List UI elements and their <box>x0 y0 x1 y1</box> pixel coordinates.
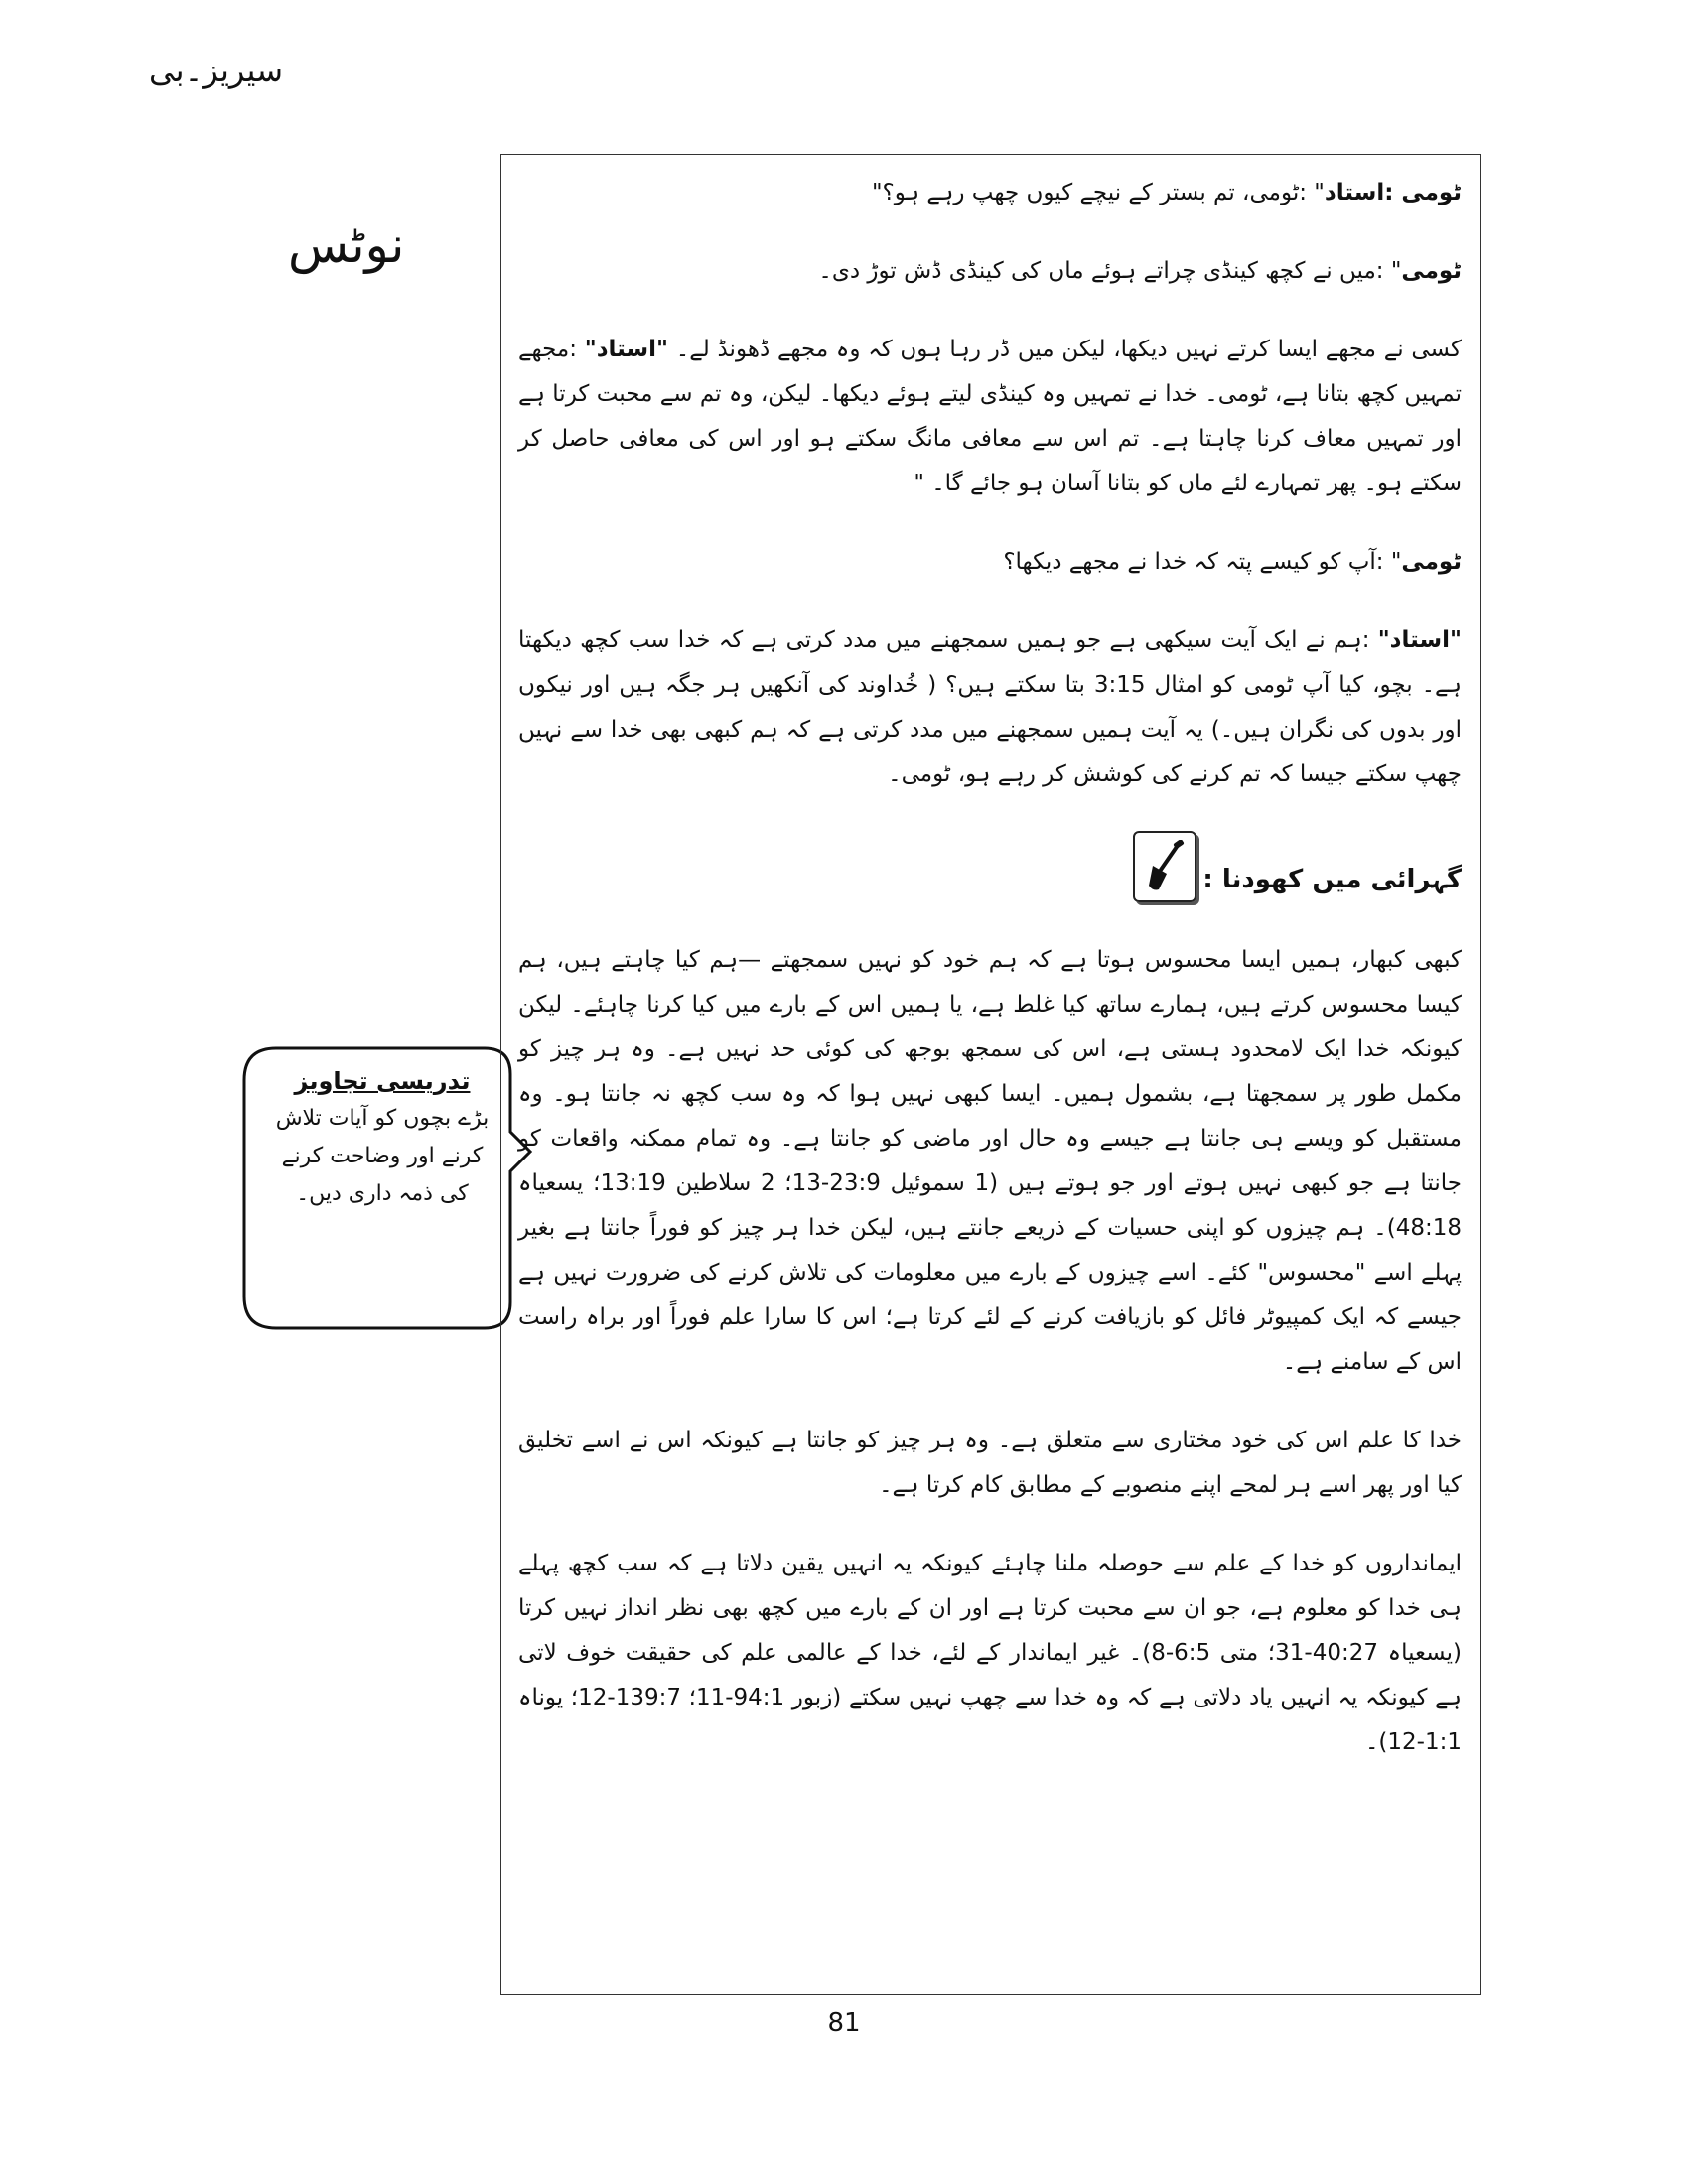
shovel-icon <box>1133 831 1196 902</box>
notes-heading: نوٹس <box>288 216 405 274</box>
dialogue-text: کسی نے مجھے ایسا کرتے نہیں دیکھا، لیکن میں ڈر رہا ہوں کہ وہ مجھے ڈھونڈ لے۔ <box>668 337 1462 362</box>
main-content <box>518 171 1462 1799</box>
section-title: گہرائی میں کھودنا : <box>1202 865 1462 894</box>
speaker-label: "استاد" <box>1377 627 1462 653</box>
dialogue-paragraph <box>518 618 1462 797</box>
body-paragraph: ایمانداروں کو خدا کے علم سے حوصلہ ملنا چاہئے کیونکہ یہ انہیں یقین دلاتا ہے کہ سب کچھ پہلے ہی خدا کو معلوم ہے، جو ان سے محبت کرتا ہے اور ان کے بارے میں کچھ بھی نظر انداز نہیں کرتا (یسعیاہ 40:27-31؛ متی 6:5-8)۔ غیر ایماندار کے لئے، خدا کے عالمی علم کی حقیقت خوف لاتی ہے کیونکہ یہ انہیں یاد دلاتی ہے کہ وہ خدا سے چھپ نہیں سکتے (زبور 94:1-11؛ 139:7-12؛ یوناہ 1:1-12)۔ <box>518 1551 1462 1755</box>
dialogue-text: " :آپ کو کیسے پتہ کہ خدا نے مجھے دیکھا؟ <box>1003 549 1402 575</box>
dialogue-text: " :ٹومی، تم بستر کے نیچے کیوں چھپ رہے ہو؟" <box>871 180 1325 205</box>
speaker-label: ٹومی :استاد <box>1324 180 1462 205</box>
dialogue-paragraph <box>518 171 1462 215</box>
callout-line: کرنے اور وضاحت کرنے <box>281 1144 484 1168</box>
dialogue-text: :مجھے تمہیں کچھ بتانا ہے، ٹومی۔ خدا نے تمہیں وہ کینڈی لیتے ہوئے دیکھا۔ لیکن، وہ تم سے محبت کرتا ہے اور تمہیں معاف کرنا چاہتا ہے۔ تم اس سے معافی مانگ سکتے ہو اور اس کی معافی حاصل کر سکتے ہو۔ پھر تمہارے لئے ماں کو بتانا آسان ہو جائے گا۔ " <box>518 337 1462 496</box>
series-header: سیریز۔بی <box>149 52 284 89</box>
dialogue-text: " :میں نے کچھ کینڈی چراتے ہوئے ماں کی کینڈی ڈش توڑ دی۔ <box>818 258 1402 284</box>
digging-deeper-heading <box>518 831 1462 902</box>
callout-line: بڑے بچوں کو آیات تلاش <box>275 1106 490 1131</box>
dialogue-paragraph <box>518 540 1462 585</box>
speaker-label: ٹومی <box>1401 258 1462 284</box>
dialogue-paragraph <box>518 328 1462 506</box>
body-paragraph: کبھی کبھار، ہمیں ایسا محسوس ہوتا ہے کہ ہم خود کو نہیں سمجھتے —ہم کیا چاہتے ہیں، ہم کیسا محسوس کرتے ہیں، ہمارے ساتھ کیا غلط ہے، یا ہمیں اس کے بارے میں کیا کرنا چاہئے۔ لیکن کیونکہ خدا ایک لامحدود ہستی ہے، اس کی سمجھ بوجھ کی کوئی حد نہیں ہے۔ وہ ہر چیز کو مکمل طور پر سمجھتا ہے، بشمول ہمیں۔ ایسا کبھی نہیں ہوا کہ وہ سب کچھ نہ جانتا ہو۔ وہ مستقبل کو ویسے ہی جانتا ہے جیسے وہ حال اور ماضی کو جانتا ہے۔ وہ تمام ممکنہ واقعات کو جانتا ہے جو کبھی نہیں ہوتے اور جو ہوتے ہیں (1 سموئیل 23:9-13؛ 2 سلاطین 13:19؛ یسعیاہ 48:18)۔ ہم چیزوں کو اپنی حسیات کے ذریعے جانتے ہیں، لیکن خدا ہر چیز کو فوراً جانتا ہے بغیر پہلے اسے "محسوس" کئے۔ اسے چیزوں کے بارے میں معلومات کی تلاش کرنے کی ضرورت نہیں ہے جیسے کہ ایک کمپیوٹر فائل کو بازیافت کرنے کے لئے کرتا ہے؛ اس کا سارا علم فوراً اور براہ راست اس کے سامنے ہے۔ <box>518 947 1462 1375</box>
dialogue-paragraph <box>518 249 1462 294</box>
callout-title: تدریسی تجاویز <box>294 1067 471 1095</box>
teaching-tips-callout <box>236 1042 534 1340</box>
speaker-label: ٹومی <box>1401 549 1462 575</box>
dialogue-text: :ہم نے ایک آیت سیکھی ہے جو ہمیں سمجھنے میں مدد کرتی ہے کہ خدا سب کچھ دیکھتا ہے۔ بچو، کیا آپ ٹومی کو امثال 3:15 بتا سکتے ہیں؟ ( خُداوند کی آنکھیں ہر جگہ ہیں اور نیکوں اور بدوں کی نگران ہیں۔) یہ آیت ہمیں سمجھنے میں مدد کرتی ہے کہ ہم کبھی بھی خدا سے نہیں چھپ سکتے جیسا کہ تم کرنے کی کوشش کر رہے ہو، ٹومی۔ <box>518 627 1463 787</box>
page-number: 81 <box>827 2008 861 2038</box>
callout-line: کی ذمہ داری دیں۔ <box>296 1181 469 1206</box>
body-paragraph: خدا کا علم اس کی خود مختاری سے متعلق ہے۔ وہ ہر چیز کو جانتا ہے کیونکہ اس نے اسے تخلیق کیا اور پھر اسے ہر لمحے اپنے منصوبے کے مطابق کام کرتا ہے۔ <box>518 1428 1462 1498</box>
speaker-label: "استاد" <box>584 337 669 362</box>
